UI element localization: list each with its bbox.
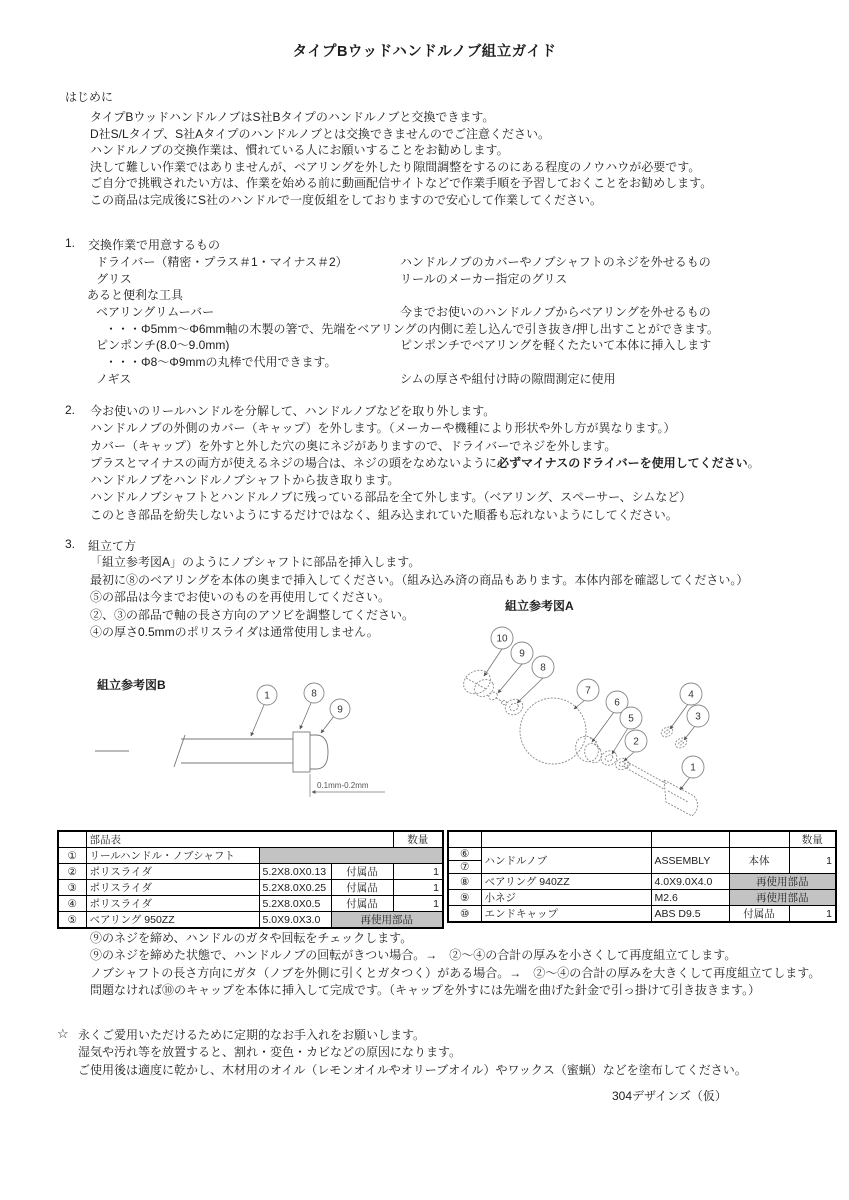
leader-line [670, 704, 688, 729]
no-header-cell [448, 831, 481, 848]
intro-paragraph [90, 109, 712, 209]
callout-4 [680, 683, 702, 705]
svg-text:9: 9 [337, 704, 343, 716]
leader-line [592, 712, 614, 742]
section3-heading: 組立て方 [88, 539, 137, 553]
svg-text:9: 9 [519, 648, 525, 660]
parts-table-title: 部品表 [86, 831, 393, 848]
tool-row [96, 253, 719, 270]
tool-row [96, 303, 719, 320]
qty-header-cell: 数量 [789, 831, 836, 848]
tool-desc: リールのメーカー指定のグリス [400, 271, 568, 286]
table-header-row [448, 831, 836, 848]
part-type: 付属品 [331, 880, 393, 896]
tool-name: ベアリングリムーバー [96, 305, 215, 320]
part-no: ③ [58, 880, 86, 896]
intro-line: ご自分で挑戦されたい方は、作業を始める前に動画配信サイトなどで作業手順を予習しておくことをお勧めします。 [90, 176, 713, 191]
callout-2 [625, 730, 647, 752]
tool-name: ドライバー（精密・プラス＃1・マイナス＃2） [96, 255, 348, 269]
table-header-row [58, 831, 443, 848]
table-row [448, 890, 836, 906]
intro-line: タイプBウッドハンドルノブはS社Bタイプのハンドルノブと交換できます。 [90, 110, 495, 124]
no-header-cell [58, 831, 86, 848]
svg-text:0.1mm-0.2mm: 0.1mm-0.2mm [317, 781, 369, 790]
svg-text:6: 6 [614, 697, 620, 709]
name-header-cell [481, 831, 651, 848]
tool-note: ・・・Φ8～Φ9mmの丸棒で代用できます。 [105, 355, 337, 370]
polyslider-washer-part [660, 725, 675, 739]
qty-header-cell: 数量 [393, 831, 443, 848]
end-cap-part [459, 666, 496, 700]
tool-name: ノギス [96, 371, 132, 386]
maintenance-notes [78, 1027, 747, 1079]
step-line: ハンドルノブをハンドルノブシャフトから抜き取ります。 [90, 473, 400, 487]
knob-ball-part [520, 698, 586, 764]
intro-line: D社S/Lタイプ、S社Aタイプのハンドルノブとは交換できませんのでご注意ください。 [90, 126, 551, 141]
part-type: 付属品 [331, 896, 393, 912]
table-row [448, 848, 836, 861]
tool-desc: シムの厚さや組付け時の隙間測定に使用 [400, 371, 616, 386]
tool-row [96, 370, 719, 387]
part-no: ② [58, 864, 86, 880]
diagram-a-label: 組立参考図A [505, 599, 574, 613]
care-line: ご使用後は適度に乾かし、木材用のオイル（レモンオイルやオリーブオイル）やワックス（蜜蝋）などを塗布してください。 [78, 1062, 747, 1077]
step-line: ハンドルノブシャフトとハンドルノブに残っている部品を全て外します。（ベアリング、スペーサー、シムなど） [90, 490, 692, 505]
care-line: 永くご愛用いただけるために定期的なお手入れをお願いします。 [78, 1028, 426, 1042]
callout-5 [620, 707, 642, 729]
leader-line [321, 716, 334, 733]
part-spec: 5.0X9.0X3.0 [259, 912, 331, 929]
leader-line [574, 700, 585, 709]
tool-desc: 今までお使いのハンドルノブからベアリングを外せるもの [400, 305, 711, 320]
step-line: 最初に⑧のベアリングを本体の奥まで挿入してください。（組み込み済の商品もあります。本体内部を確認してください。） [90, 572, 749, 587]
emphasis-text: 必ずマイナスのドライバーを使用してください [496, 455, 748, 470]
part-qty: 1 [393, 880, 443, 896]
section2-number: 2. [65, 403, 76, 417]
part-no: ⑩ [448, 906, 481, 923]
part-name: ハンドルノブ [481, 848, 651, 874]
leader-line [251, 705, 264, 736]
intro-line: 決して難しい作業ではありませんが、ベアリングを外したり隙間調整をするのにある程度のノウハウが必要です。 [90, 159, 701, 174]
part-name: ベアリング 950ZZ [86, 912, 259, 929]
part-name: ポリスライダ [86, 864, 259, 880]
bearing-950zz-part [599, 748, 619, 767]
note-line: ⑨のネジを締めた状態で、ハンドルノブの回転がきつい場合。→ ②～④の合計の厚みを小さくして再度組立てします。 [90, 948, 737, 963]
svg-text:3: 3 [695, 711, 701, 723]
table-row [58, 864, 443, 880]
tool-subheading: あると便利な工具 [87, 288, 184, 303]
part-qty: 1 [393, 864, 443, 880]
part-no: ⑦ [448, 861, 481, 874]
part-qty: 1 [789, 848, 836, 874]
callout-9 [511, 642, 533, 664]
shaft-drawing [95, 732, 328, 772]
page-title: タイプBウッドハンドルノブ組立ガイド [292, 44, 557, 60]
care-line: 湿気や汚れ等を放置すると、割れ・変色・カビなどの原因になります。 [78, 1045, 462, 1060]
part-no: ④ [58, 896, 86, 912]
part-type: 本体 [729, 848, 789, 874]
part-type: 付属品 [331, 864, 393, 880]
callout-1 [257, 685, 277, 705]
part-blank [259, 848, 443, 864]
table-row [448, 874, 836, 890]
maker-signature: 304デザインズ（仮） [612, 1089, 727, 1103]
tool-row [96, 336, 719, 353]
leader-line [680, 777, 690, 790]
step-line: 「組立参考図A」のようにノブシャフトに部品を挿入します。 [90, 555, 421, 569]
note-line: ⑨のネジを締め、ハンドルのガタや回転をチェックします。 [90, 931, 413, 945]
leader-line [684, 726, 695, 740]
step-line: ④の厚さ0.5mmのポリスライダは通常使用しません。 [90, 625, 379, 639]
part-name: 小ネジ [481, 890, 651, 906]
svg-text:7: 7 [585, 685, 591, 697]
svg-text:2: 2 [633, 736, 639, 748]
section3-number: 3. [65, 537, 76, 551]
callout-8 [532, 656, 554, 678]
bearing-940zz-part [503, 696, 526, 717]
part-no: ⑥ [448, 848, 481, 861]
part-no: ⑨ [448, 890, 481, 906]
svg-text:5: 5 [628, 713, 634, 725]
section1-number: 1. [65, 236, 76, 250]
part-no: ⑤ [58, 912, 86, 929]
part-no: ⑧ [448, 874, 481, 890]
part-spec: 4.0X9.0X4.0 [651, 874, 729, 890]
part-name: エンドキャップ [481, 906, 651, 923]
part-qty: 1 [789, 906, 836, 923]
table-row [58, 848, 443, 864]
clearance-dimension [310, 774, 385, 797]
leader-line [624, 752, 634, 761]
section2-steps [90, 403, 760, 524]
part-name: ポリスライダ [86, 896, 259, 912]
note-line: ノブシャフトの長さ方向にガタ（ノブを外側に引くとガタつく）がある場合。→ ②～④の合計の厚みを大きくして再度組立てします。 [90, 965, 821, 980]
tool-name: ピンポンチ(8.0～9.0mm) [96, 338, 230, 353]
spec-header-cell [651, 831, 729, 848]
parts-table-right [447, 830, 837, 923]
leader-line [300, 703, 311, 729]
intro-line: ハンドルノブの交換作業は、慣れている人にお願いすることをお勧めします。 [90, 143, 509, 158]
part-name: リールハンドル・ノブシャフト [86, 848, 259, 864]
step-line: ハンドルノブの外側のカバー（キャップ）を外します。（メーカーや機種により形状や外し方が異なります。） [90, 421, 676, 436]
part-type: 再使用部品 [729, 890, 836, 906]
svg-text:8: 8 [540, 662, 546, 674]
intro-heading: はじめに [65, 90, 114, 104]
table-row [58, 912, 443, 929]
tool-note: ・・・Φ5mm～Φ6mm軸の木製の箸で、先端をベアリングの内側に差し込んで引き抜き/押し出すことができます。 [105, 321, 719, 336]
knob-collar-part [572, 733, 605, 766]
callout-8 [304, 683, 324, 703]
part-spec: ABS D9.5 [651, 906, 729, 923]
leader-line [517, 678, 543, 703]
section1-heading: 交換作業で用意するもの [88, 238, 221, 252]
callout-1 [682, 756, 704, 778]
part-spec: 5.2X8.0X0.5 [259, 896, 331, 912]
part-spec: M2.6 [651, 890, 729, 906]
svg-text:8: 8 [311, 688, 317, 700]
step-line: ⑤の部品は今までお使いのものを再使用してください。 [90, 590, 391, 604]
shaft-diagram-b [85, 682, 405, 817]
part-type: 再使用部品 [729, 874, 836, 890]
step-line: 今お使いのリールハンドルを分解して、ハンドルノブなどを取り外します。 [90, 404, 496, 418]
step-line: このとき部品を紛失しないようにするだけではなく、組み込まれていた順番も忘れないようにしてください。 [90, 507, 678, 522]
diagram-b-label: 組立参考図B [97, 678, 166, 692]
table-row [58, 880, 443, 896]
tool-row [96, 270, 719, 287]
part-type: 再使用部品 [331, 912, 443, 929]
adjustment-notes [90, 930, 820, 999]
svg-text:4: 4 [688, 689, 694, 701]
part-spec: 5.2X8.0X0.13 [259, 864, 331, 880]
part-name: ベアリング 940ZZ [481, 874, 651, 890]
parts-table-left [57, 830, 444, 929]
note-line: 問題なければ⑩のキャップを本体に挿入して完成です。（キャップを外すには先端を曲げた針金で引っ掛けて引き抜きます。） [90, 982, 761, 997]
callout-3 [687, 705, 709, 727]
part-name: ポリスライダ [86, 880, 259, 896]
part-no: ① [58, 848, 86, 864]
polyslider-washer-part [674, 736, 689, 750]
exploded-diagram-a [440, 610, 810, 830]
part-spec: 5.2X8.0X0.25 [259, 880, 331, 896]
svg-text:1: 1 [264, 690, 270, 702]
svg-text:1: 1 [690, 762, 696, 774]
step-line: カバー（キャップ）を外すと外した穴の奥にネジがありますので、ドライバーでネジを外します。 [90, 438, 617, 453]
callout-10 [491, 627, 513, 649]
step-line: ②、③の部品で軸の長さ方向のアソビを調整してください。 [90, 607, 415, 622]
tool-name: グリス [96, 271, 132, 286]
part-type: 付属品 [729, 906, 789, 923]
star-icon: ☆ [57, 1026, 69, 1041]
type-header-cell [729, 831, 789, 848]
step-line-emphasis: プラスとマイナスの両方が使えるネジの場合は、ネジの頭をなめないように必ずマイナスのドライバーを使用してください。 [90, 455, 760, 470]
leader-line [484, 649, 502, 676]
section1-tool-list [87, 253, 719, 387]
callout-9 [330, 699, 350, 719]
table-row [448, 906, 836, 923]
svg-text:10: 10 [496, 633, 508, 645]
part-spec: ASSEMBLY [651, 848, 729, 874]
intro-line: この商品は完成後にS社のハンドルで一度仮組をしておりますので安心して作業してください。 [90, 192, 603, 207]
callout-7 [577, 679, 599, 701]
tool-desc: ハンドルノブのカバーやノブシャフトのネジを外せるもの [400, 255, 711, 269]
table-row [58, 896, 443, 912]
leader-line [498, 664, 522, 693]
tool-desc: ピンポンチでベアリングを軽くたたいて本体に挿入します [400, 338, 712, 353]
part-qty: 1 [393, 896, 443, 912]
